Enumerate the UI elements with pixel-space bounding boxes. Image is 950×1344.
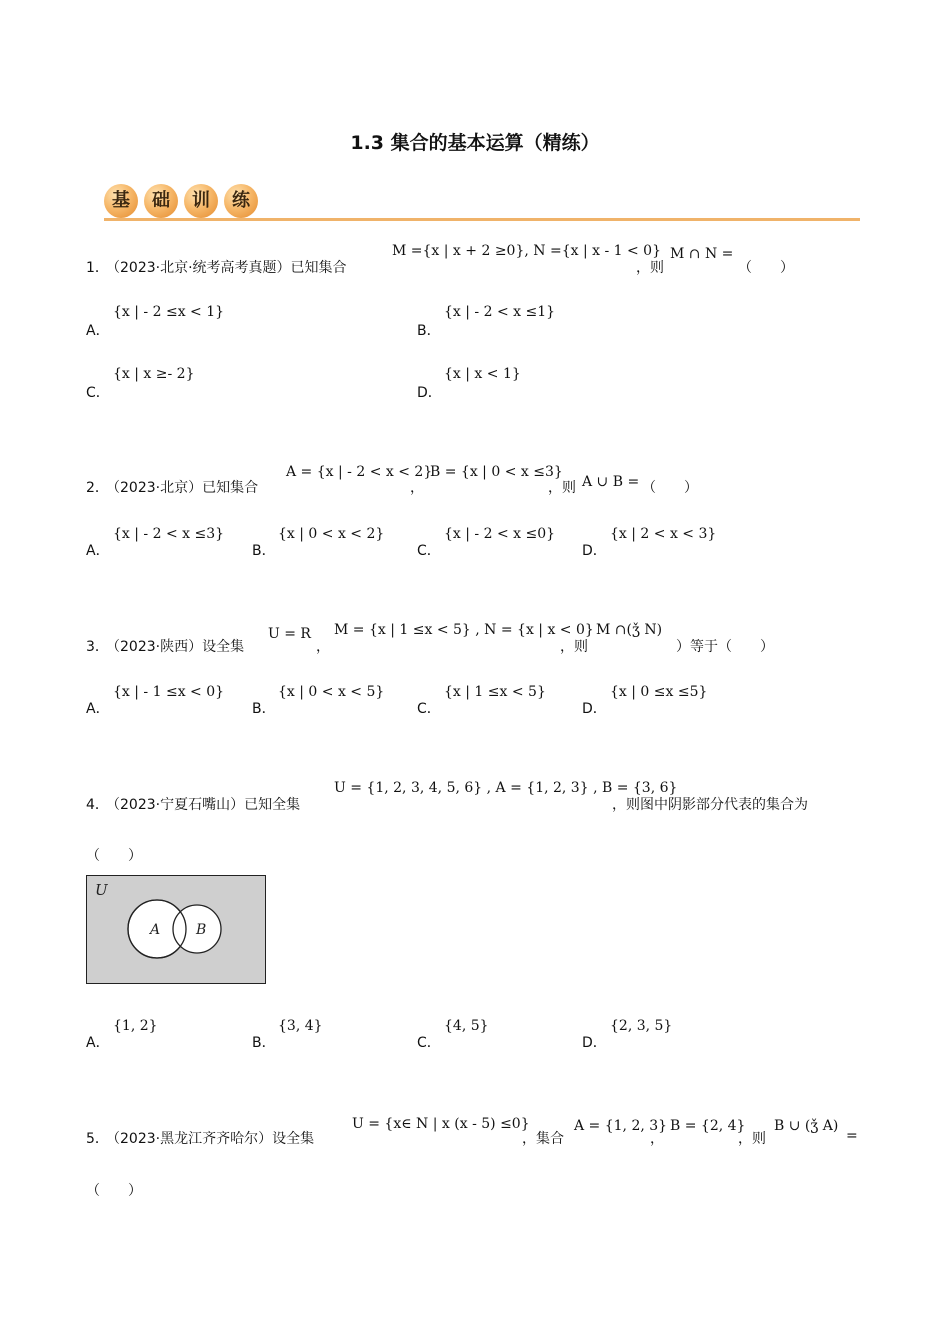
banner-char: 础 [144, 184, 178, 218]
q1-sets: M ={x | x + 2 ≥0}, N ={x | x - 1 < 0} [392, 243, 661, 259]
q2-number: 2． [86, 480, 109, 496]
q1-then: ，则 [636, 260, 664, 276]
venn-diagram [86, 875, 266, 984]
q4-paren: （ ） [86, 848, 142, 864]
q4-option-c-label: C． [417, 1035, 441, 1051]
q4-tail: ，则图中阴影部分代表的集合为 [612, 797, 808, 813]
q2-option-c: {x | - 2 < x ≤0} [444, 526, 556, 542]
q5-universe: U = {x∈ N | x (x - 5) ≤0} [352, 1116, 530, 1132]
q3-then: ，则 [560, 639, 588, 655]
q1-option-a: {x | - 2 ≤x < 1} [113, 304, 225, 320]
q4-sets: U = {1, 2, 3, 4, 5, 6} , A = {1, 2, 3} , B = {3, 6} [334, 780, 678, 796]
q3-option-d: {x | 0 ≤x ≤5} [610, 684, 708, 700]
q3-comma: ， [316, 639, 330, 655]
banner-char: 训 [184, 184, 218, 218]
q3-expr: M ∩(ǯ N) [596, 622, 663, 638]
q1-expr: M ∩ N = [670, 246, 734, 262]
q5-number: 5． [86, 1131, 109, 1147]
q1-number: 1． [86, 260, 109, 276]
q3-sets: M = {x | 1 ≤x < 5} , N = {x | x < 0} [334, 622, 594, 638]
venn-label-a: A [150, 922, 161, 938]
q5-paren: （ ） [86, 1183, 142, 1199]
q1-option-d-label: D． [417, 385, 442, 401]
q2-set-b: B = {x | 0 < x ≤3} [430, 464, 563, 480]
page-title: 1.3 集合的基本运算（精练） [350, 132, 600, 154]
q3-universe: U = R [268, 626, 311, 642]
q4-option-d: {2, 3, 5} [610, 1018, 673, 1034]
q3-option-c: {x | 1 ≤x < 5} [444, 684, 546, 700]
venn-label-u: U [95, 881, 108, 899]
q2-set-a: A = {x | - 2 < x < 2} [286, 464, 433, 480]
q2-option-b: {x | 0 < x < 2} [278, 526, 385, 542]
q2-option-a: {x | - 2 < x ≤3} [113, 526, 225, 542]
q1-stem: （2023·北京·统考高考真题）已知集合 [106, 260, 347, 276]
q3-option-b-label: B． [252, 701, 276, 717]
q1-option-c: {x | x ≥- 2} [113, 366, 195, 382]
q2-option-d: {x | 2 < x < 3} [610, 526, 717, 542]
q1-option-d: {x | x < 1} [444, 366, 521, 382]
q1-option-c-label: C． [86, 385, 110, 401]
q2-stem: （2023·北京）已知集合 [106, 480, 259, 496]
q3-option-d-label: D． [582, 701, 607, 717]
q5-expr: B ∪ (ǯ A) [774, 1118, 839, 1134]
q3-option-c-label: C． [417, 701, 441, 717]
q5-set-a: A = {1, 2, 3} [574, 1118, 668, 1134]
q3-tail: ）等于（ ） [676, 639, 774, 655]
q4-option-b: {3, 4} [278, 1018, 323, 1034]
q1-option-a-label: A． [86, 323, 110, 339]
q2-comma: ， [410, 480, 424, 496]
q1-option-b-label: B． [417, 323, 441, 339]
q5-comma: ， [650, 1131, 664, 1147]
q5-stem: （2023·黑龙江齐齐哈尔）设全集 [106, 1131, 315, 1147]
q4-option-b-label: B． [252, 1035, 276, 1051]
banner-char: 基 [104, 184, 138, 218]
q4-option-a: {1, 2} [113, 1018, 158, 1034]
q4-number: 4． [86, 797, 109, 813]
q4-option-c: {4, 5} [444, 1018, 489, 1034]
q2-option-b-label: B． [252, 543, 276, 559]
q2-then: ，则 [548, 480, 576, 496]
q5-set-b: B = {2, 4} [670, 1118, 746, 1134]
q3-stem: （2023·陕西）设全集 [106, 639, 245, 655]
section-divider [104, 218, 860, 221]
q5-mid: ，集合 [522, 1131, 564, 1147]
q2-option-d-label: D． [582, 543, 607, 559]
q4-option-d-label: D． [582, 1035, 607, 1051]
q4-option-a-label: A． [86, 1035, 110, 1051]
venn-label-b: B [196, 922, 207, 938]
q2-expr: A ∪ B = [582, 474, 640, 490]
q3-option-a: {x | - 1 ≤x < 0} [113, 684, 225, 700]
q3-option-a-label: A． [86, 701, 110, 717]
q2-option-c-label: C． [417, 543, 441, 559]
q1-option-b: {x | - 2 < x ≤1} [444, 304, 556, 320]
q5-then: ，则 [738, 1131, 766, 1147]
q2-paren: （ ） [642, 480, 698, 496]
q2-option-a-label: A． [86, 543, 110, 559]
q1-paren: （ ） [738, 260, 794, 276]
q5-equals: = [846, 1128, 858, 1144]
q3-number: 3． [86, 639, 109, 655]
q3-option-b: {x | 0 < x < 5} [278, 684, 385, 700]
banner-char: 练 [224, 184, 258, 218]
q4-stem: （2023·宁夏石嘴山）已知全集 [106, 797, 301, 813]
